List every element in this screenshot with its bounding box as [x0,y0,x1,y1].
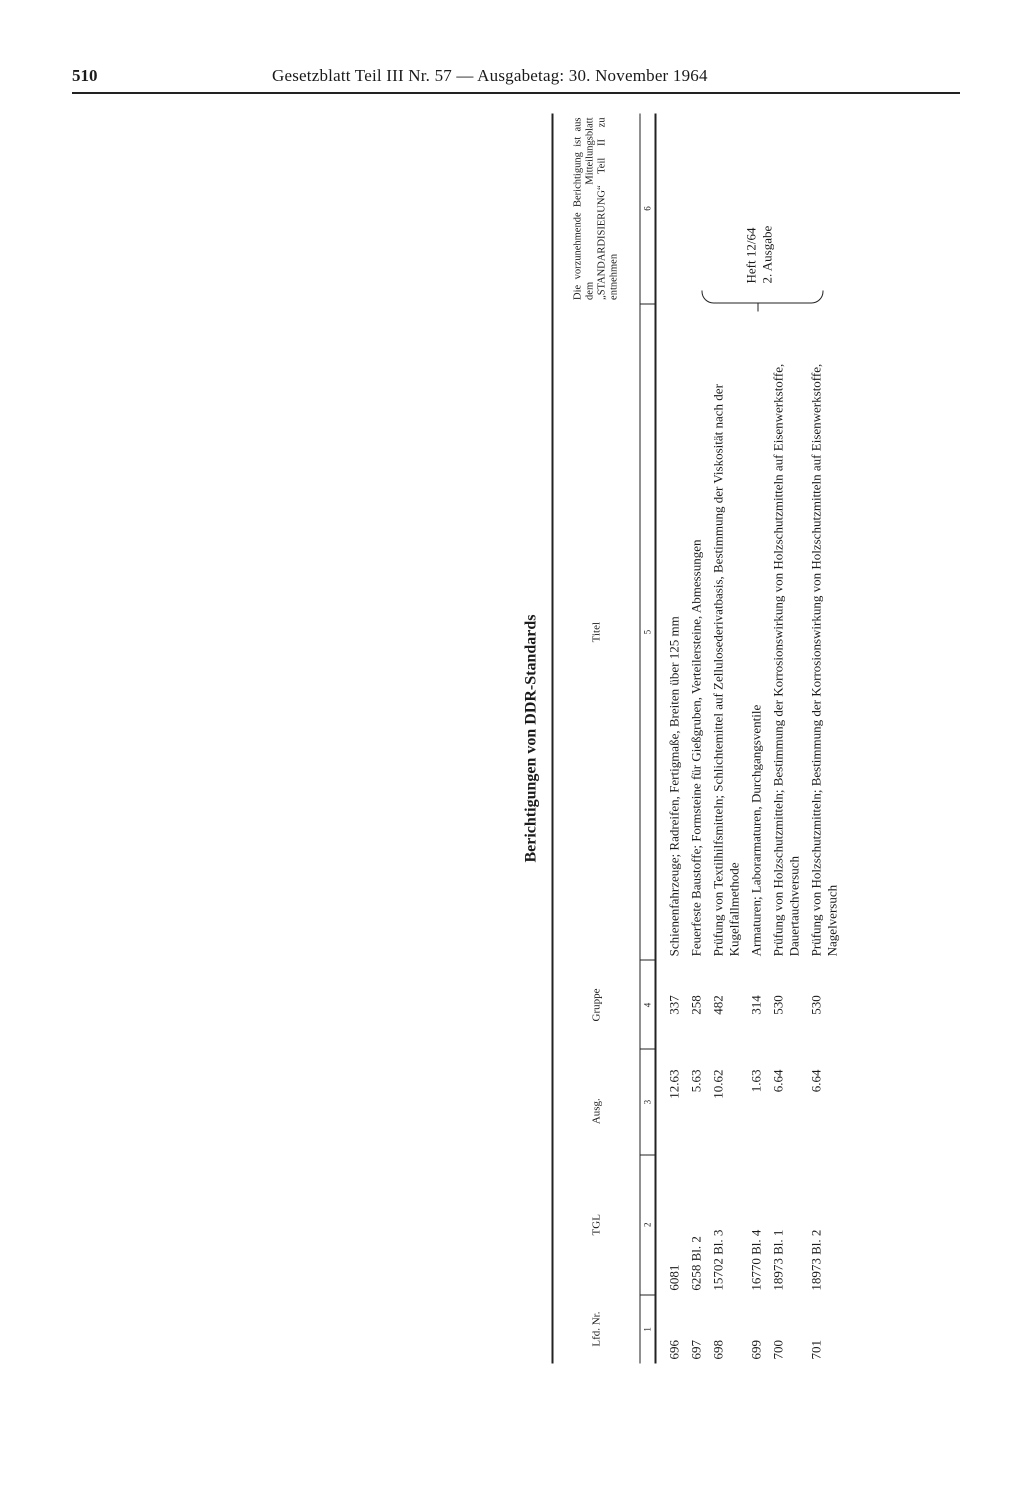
column-number: 6 [640,114,656,304]
cell-tgl: 15702 Bl. 3 [710,1229,726,1291]
header-title: Gesetzblatt Teil III Nr. 57 — Ausgabetag: 30. November 1964 [272,66,708,85]
cell-titel: Prüfung von Holzschutzmitteln; Bestimmung der Korrosionswirkung von Holzschutzmitteln auf Eisenwerkstoffe, Nagelversuch [808,363,840,957]
cell-titel: Feuerfeste Baustoffe; Formsteine für Gießgruben, Verteilersteine, Abmessungen [688,539,704,957]
cell-tgl: 6258 Bl. 2 [688,1236,704,1291]
cell-tgl: 6081 [666,1264,682,1291]
notes-value-line1: Heft 12/64 [743,227,759,284]
cell-gruppe: 337 [666,995,682,1015]
cell-titel: Armaturen; Laborarmaturen, Durchgangsventile [748,704,764,957]
cell-ausg: 10.62 [710,1069,726,1099]
column-number: 4 [640,960,656,1049]
cell-tgl: 16770 Bl. 4 [748,1229,764,1291]
cell-nr: 696 [666,1340,682,1360]
header-notes: Die vorzunehmende Berichtigung ist aus dem Mitteilungsblatt „STANDARDISIERUNG“ Teil II zu entnehmen [572,117,620,300]
cell-notes [656,114,686,304]
notes-value [744,226,776,284]
column-number: 5 [640,304,656,960]
cell-nr: 701 [808,1340,824,1360]
header-lfd-nr: Lfd. Nr. [590,1311,603,1347]
cell-gruppe: 482 [710,995,726,1015]
header-titel: Titel [590,621,603,643]
column-number-row [640,114,656,1364]
page-header [72,66,962,106]
notes-brace-group [702,114,842,304]
cell-titel: Schienenfahrzeuge; Radreifen, Fertigmaße, Breiten über 125 mm [666,616,682,957]
table-row [656,114,686,1364]
cell-titel: Prüfung von Textilhilfsmitteln; Schlichtemittel auf Zellulosederivatbasis, Bestimmung der Viskosität nach der Kugelfallmethode [710,384,742,957]
cell-ausg: 5.63 [688,1069,704,1093]
column-number: 3 [640,1050,656,1155]
brace-tip [758,304,759,312]
cell-nr: 697 [688,1340,704,1360]
rotated-table-block [512,114,877,1364]
table-header-row [554,114,641,1364]
column-number: 1 [640,1295,656,1364]
column-number: 2 [640,1155,656,1295]
header-rule [72,92,960,94]
cell-tgl: 18973 Bl. 2 [808,1229,824,1291]
cell-tgl: 18973 Bl. 1 [770,1229,786,1291]
cell-titel: Prüfung von Holzschutzmitteln; Bestimmung der Korrosionswirkung von Holzschutzmitteln auf Eisenwerkstoffe, Dauertauchversuch [770,363,802,957]
cell-ausg: 6.64 [808,1069,824,1093]
cell-ausg: 12.63 [666,1069,682,1099]
cell-gruppe: 258 [688,995,704,1015]
cell-nr: 699 [748,1340,764,1360]
page-number: 510 [72,66,98,85]
cell-nr: 698 [710,1340,726,1360]
header-gruppe: Gruppe [590,988,603,1022]
document-title: Berichtigungen von DDR-Standards [522,614,540,863]
cell-gruppe: 530 [770,995,786,1015]
curly-brace-icon [702,291,824,304]
header-ausg: Ausg. [590,1098,603,1125]
header-tgl: TGL [590,1214,603,1236]
cell-ausg: 1.63 [748,1069,764,1093]
cell-gruppe: 530 [808,995,824,1015]
cell-ausg: 6.64 [770,1069,786,1093]
notes-value-line2: 2. Ausgabe [759,225,775,284]
cell-nr: 700 [770,1340,786,1360]
cell-gruppe: 314 [748,995,764,1015]
